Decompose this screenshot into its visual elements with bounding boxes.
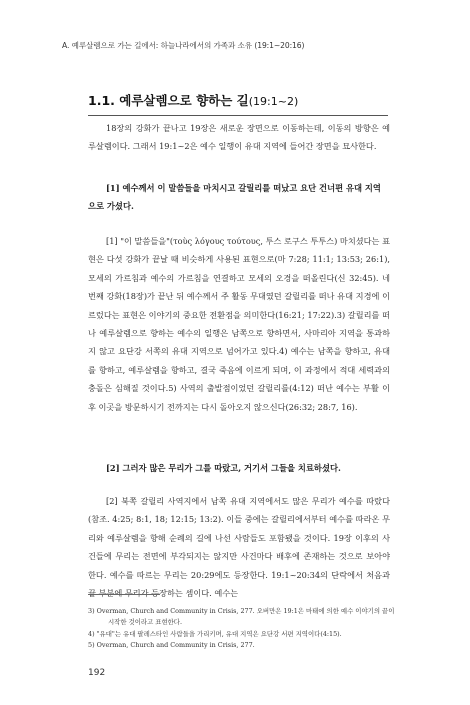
footnote-divider bbox=[88, 594, 160, 595]
verse-heading-2: [2] 그러자 많은 무리가 그를 따랐고, 거기서 그들을 치료하셨다. bbox=[106, 463, 341, 473]
footnote-5: 5) Overman, Church and Community in Crisis, 277. bbox=[88, 641, 255, 650]
footnote-3: 3) Overman, Church and Community in Crisis, 277. 오버만은 19:1은 마태에 의한 예수 이야기의 끝이 시작한 것이라고 표현한다. bbox=[88, 607, 395, 627]
footnotes bbox=[88, 606, 398, 652]
verse-paragraph-2: [2] 북쪽 갈릴리 사역지에서 남쪽 유대 지역에서도 많은 무리가 예수를 따랐다(참조. 4:25; 8:1, 18; 12:15; 13:2). 이들 중에는 갈릴리에서부터 예수를 따라온 무리와 예루살렘을 향해 순례의 길에 나선 사람들도 포함됐을 것이다. 19장 이후의 사건들에 무리는 전면에 부각되지는 않지만 사건마다 배후에 존재하는 것으로 보아야 한다. 예수를 따르는 무리는 20:29에도 등장한다. 19:1~20:34의 단락에서 처음과 끝 부분에 무리가 등장하는 셈이다. 예수는 bbox=[88, 496, 390, 599]
intro-paragraph: 18장의 강화가 끝나고 19장은 새로운 장면으로 이동하는데, 이동의 방향은 예루살렘이다. 그래서 19:1~2은 예수 일행이 유대 지역에 들어간 장면을 묘사한다. bbox=[88, 123, 390, 152]
verse-paragraph-1: [1] "이 말씀들을"(τοὺς λόγους τούτους, 투스 로구스 투투스) 마치셨다는 표현은 다섯 강화가 끝날 때 비슷하게 사용된 표현으로(마 7:28; 11:1; 13:53; 26:1), 모세의 가르침과 예수의 가르침을 연결하고 모세의 오경을 떠올린다(신 32:45). 네 번째 강화(18장)가 끝난 뒤 예수께서 주 활동 무대였던 갈릴리를 떠나 유대 지경에 이르렀다는 표현은 이야기의 중요한 전환점을 의미한다(16:21; 17:22).3) 갈릴리를 떠나 예루살렘으로 향하는 예수의 일행은 남쪽으로 향하면서, 사마리아 지역을 통과하지 않고 요단강 서쪽의 유대 지역으로 넘어가고 있다.4) 예수는 남쪽을 향하고, 유대를 향하고, 예루살렘을 향하고, 결국 죽음에 이르게 되며, 이 과정에서 적대 세력과의 충돌은 심해질 것이다.5) 사역의 출발점이었던 갈릴리를(4:12) 떠난 예수는 부활 이후 이곳을 방문하시기 전까지는 다시 돌아오지 않으신다(26:32; 28:7, 16). bbox=[88, 236, 390, 412]
footnote-4: 4) "유대"는 유대 팔레스타인 사람들을 가리키며, 유대 지역은 요단강 서편 지역이다(4:15). bbox=[88, 629, 342, 638]
title-underline bbox=[88, 115, 388, 116]
verse-heading-1: [1] 예수께서 이 말씀들을 마치시고 갈릴리를 떠났고 요단 건너편 유대 지역으로 가셨다. bbox=[88, 183, 381, 211]
section-reference: (19:1~2) bbox=[248, 95, 299, 108]
section-number: 1.1. bbox=[88, 93, 115, 108]
running-header: A. 예루살렘으로 가는 길에서: 하늘나라에서의 가족과 소유 (19:1~20:16) bbox=[62, 41, 305, 50]
section-title-text: 예루살렘으로 향하는 길 bbox=[119, 93, 249, 108]
section-title bbox=[88, 91, 418, 109]
page-number: 192 bbox=[88, 668, 106, 678]
